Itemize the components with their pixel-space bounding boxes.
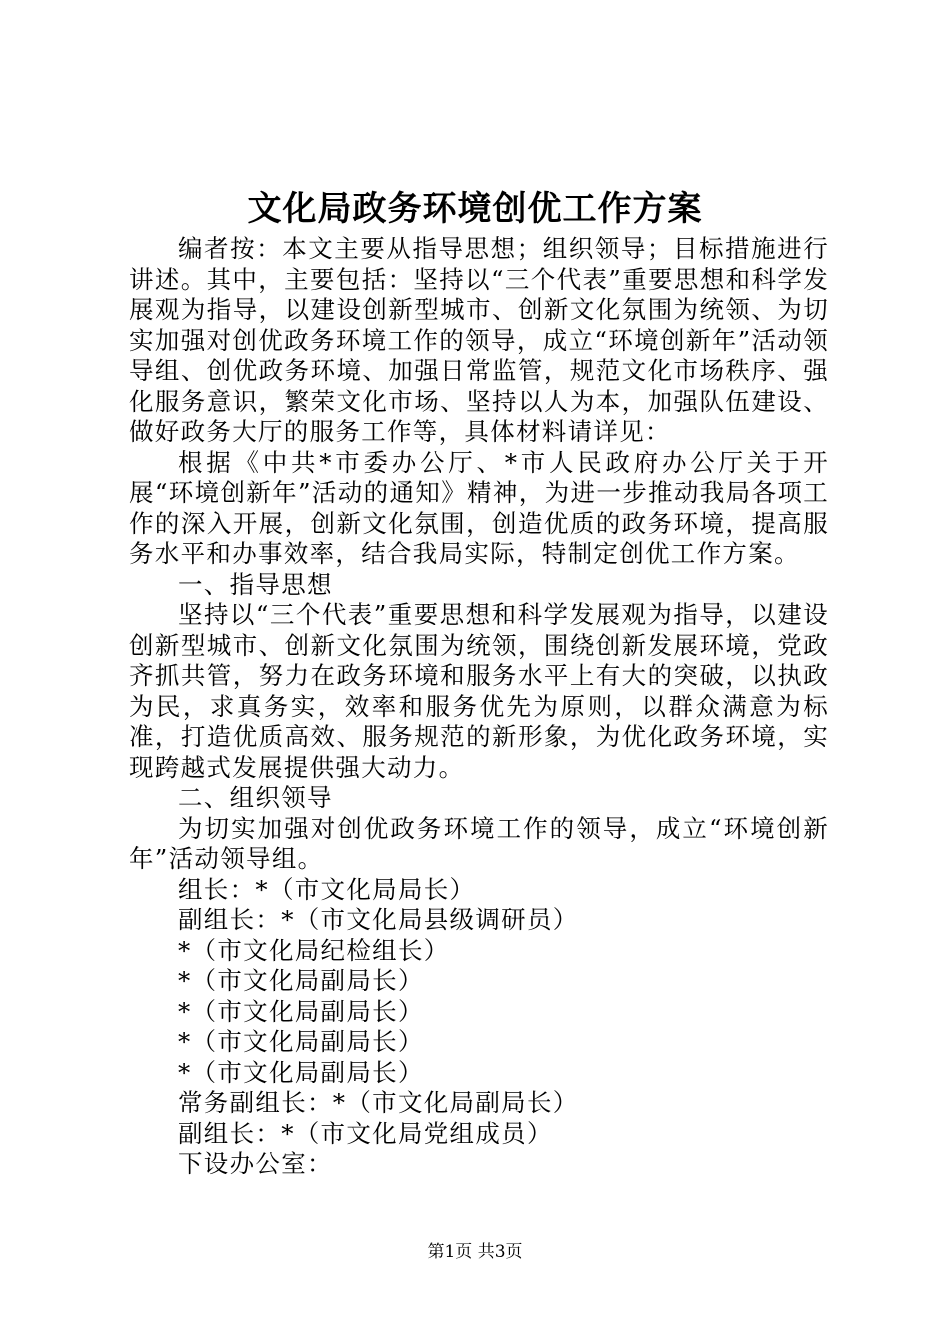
member-line: *（市文化局副局长） bbox=[178, 1027, 424, 1056]
member-line: *（市文化局纪检组长） bbox=[178, 935, 450, 965]
guiding-ideology-paragraph: 坚持以“三个代表”重要思想和科学发展观为指导，以建设创新型城市、创新文化氛围为统领，围绕创新发展环境，党政齐抓共管，努力在政务环境和服务水平上有大的突破，以执政为民，求真务实，效率和服务优先为原则，以群众满意为标准，打造优质高效、服务规范的新形象，为优化政务环境，实现跨越式发展提供强大动力。 bbox=[129, 600, 829, 782]
page-number-footer: 第1页 共3页 bbox=[427, 1242, 523, 1262]
intro-paragraph: 根据《中共*市委办公厅、*市人民政府办公厅关于开展“环境创新年”活动的通知》精神，为进一步推动我局各项工作的深入开展，创新文化氛围，创造优质的政务环境，提高服务水平和办事效率，结合我局实际，特制定创优工作方案。 bbox=[129, 447, 829, 568]
member-line: 常务副组长：*（市文化局副局长） bbox=[178, 1088, 579, 1117]
organization-paragraph: 为切实加强对创优政务环境工作的领导，成立“环境创新年”活动领导组。 bbox=[129, 813, 829, 873]
member-line: 副组长：*（市文化局党组成员） bbox=[178, 1118, 553, 1148]
member-line: 副组长：*（市文化局县级调研员） bbox=[178, 905, 579, 934]
member-line: *（市文化局副局长） bbox=[178, 966, 424, 995]
member-line: *（市文化局副局长） bbox=[178, 1057, 424, 1087]
section-heading-organization: 二、组织领导 bbox=[178, 783, 333, 812]
document-title: 文化局政务环境创优工作方案 bbox=[247, 189, 703, 229]
member-line: 下设办公室： bbox=[178, 1149, 333, 1178]
member-line: 组长：*（市文化局局长） bbox=[178, 874, 476, 904]
document-body bbox=[129, 234, 829, 1180]
section-heading-guiding-ideology: 一、指导思想 bbox=[178, 569, 333, 599]
editor-note-paragraph: 编者按：本文主要从指导思想；组织领导；目标措施进行讲述。其中，主要包括：坚持以“三个代表”重要思想和科学发展观为指导，以建设创新型城市、创新文化氛围为统领、为切实加强对创优政务环境工作的领导，成立“环境创新年”活动领导组、创优政务环境、加强日常监管，规范文化市场秩序、强化服务意识，繁荣文化市场、坚持以人为本，加强队伍建设、做好政务大厅的服务工作等，具体材料请详见： bbox=[129, 234, 829, 446]
member-line: *（市文化局副局长） bbox=[178, 996, 424, 1026]
